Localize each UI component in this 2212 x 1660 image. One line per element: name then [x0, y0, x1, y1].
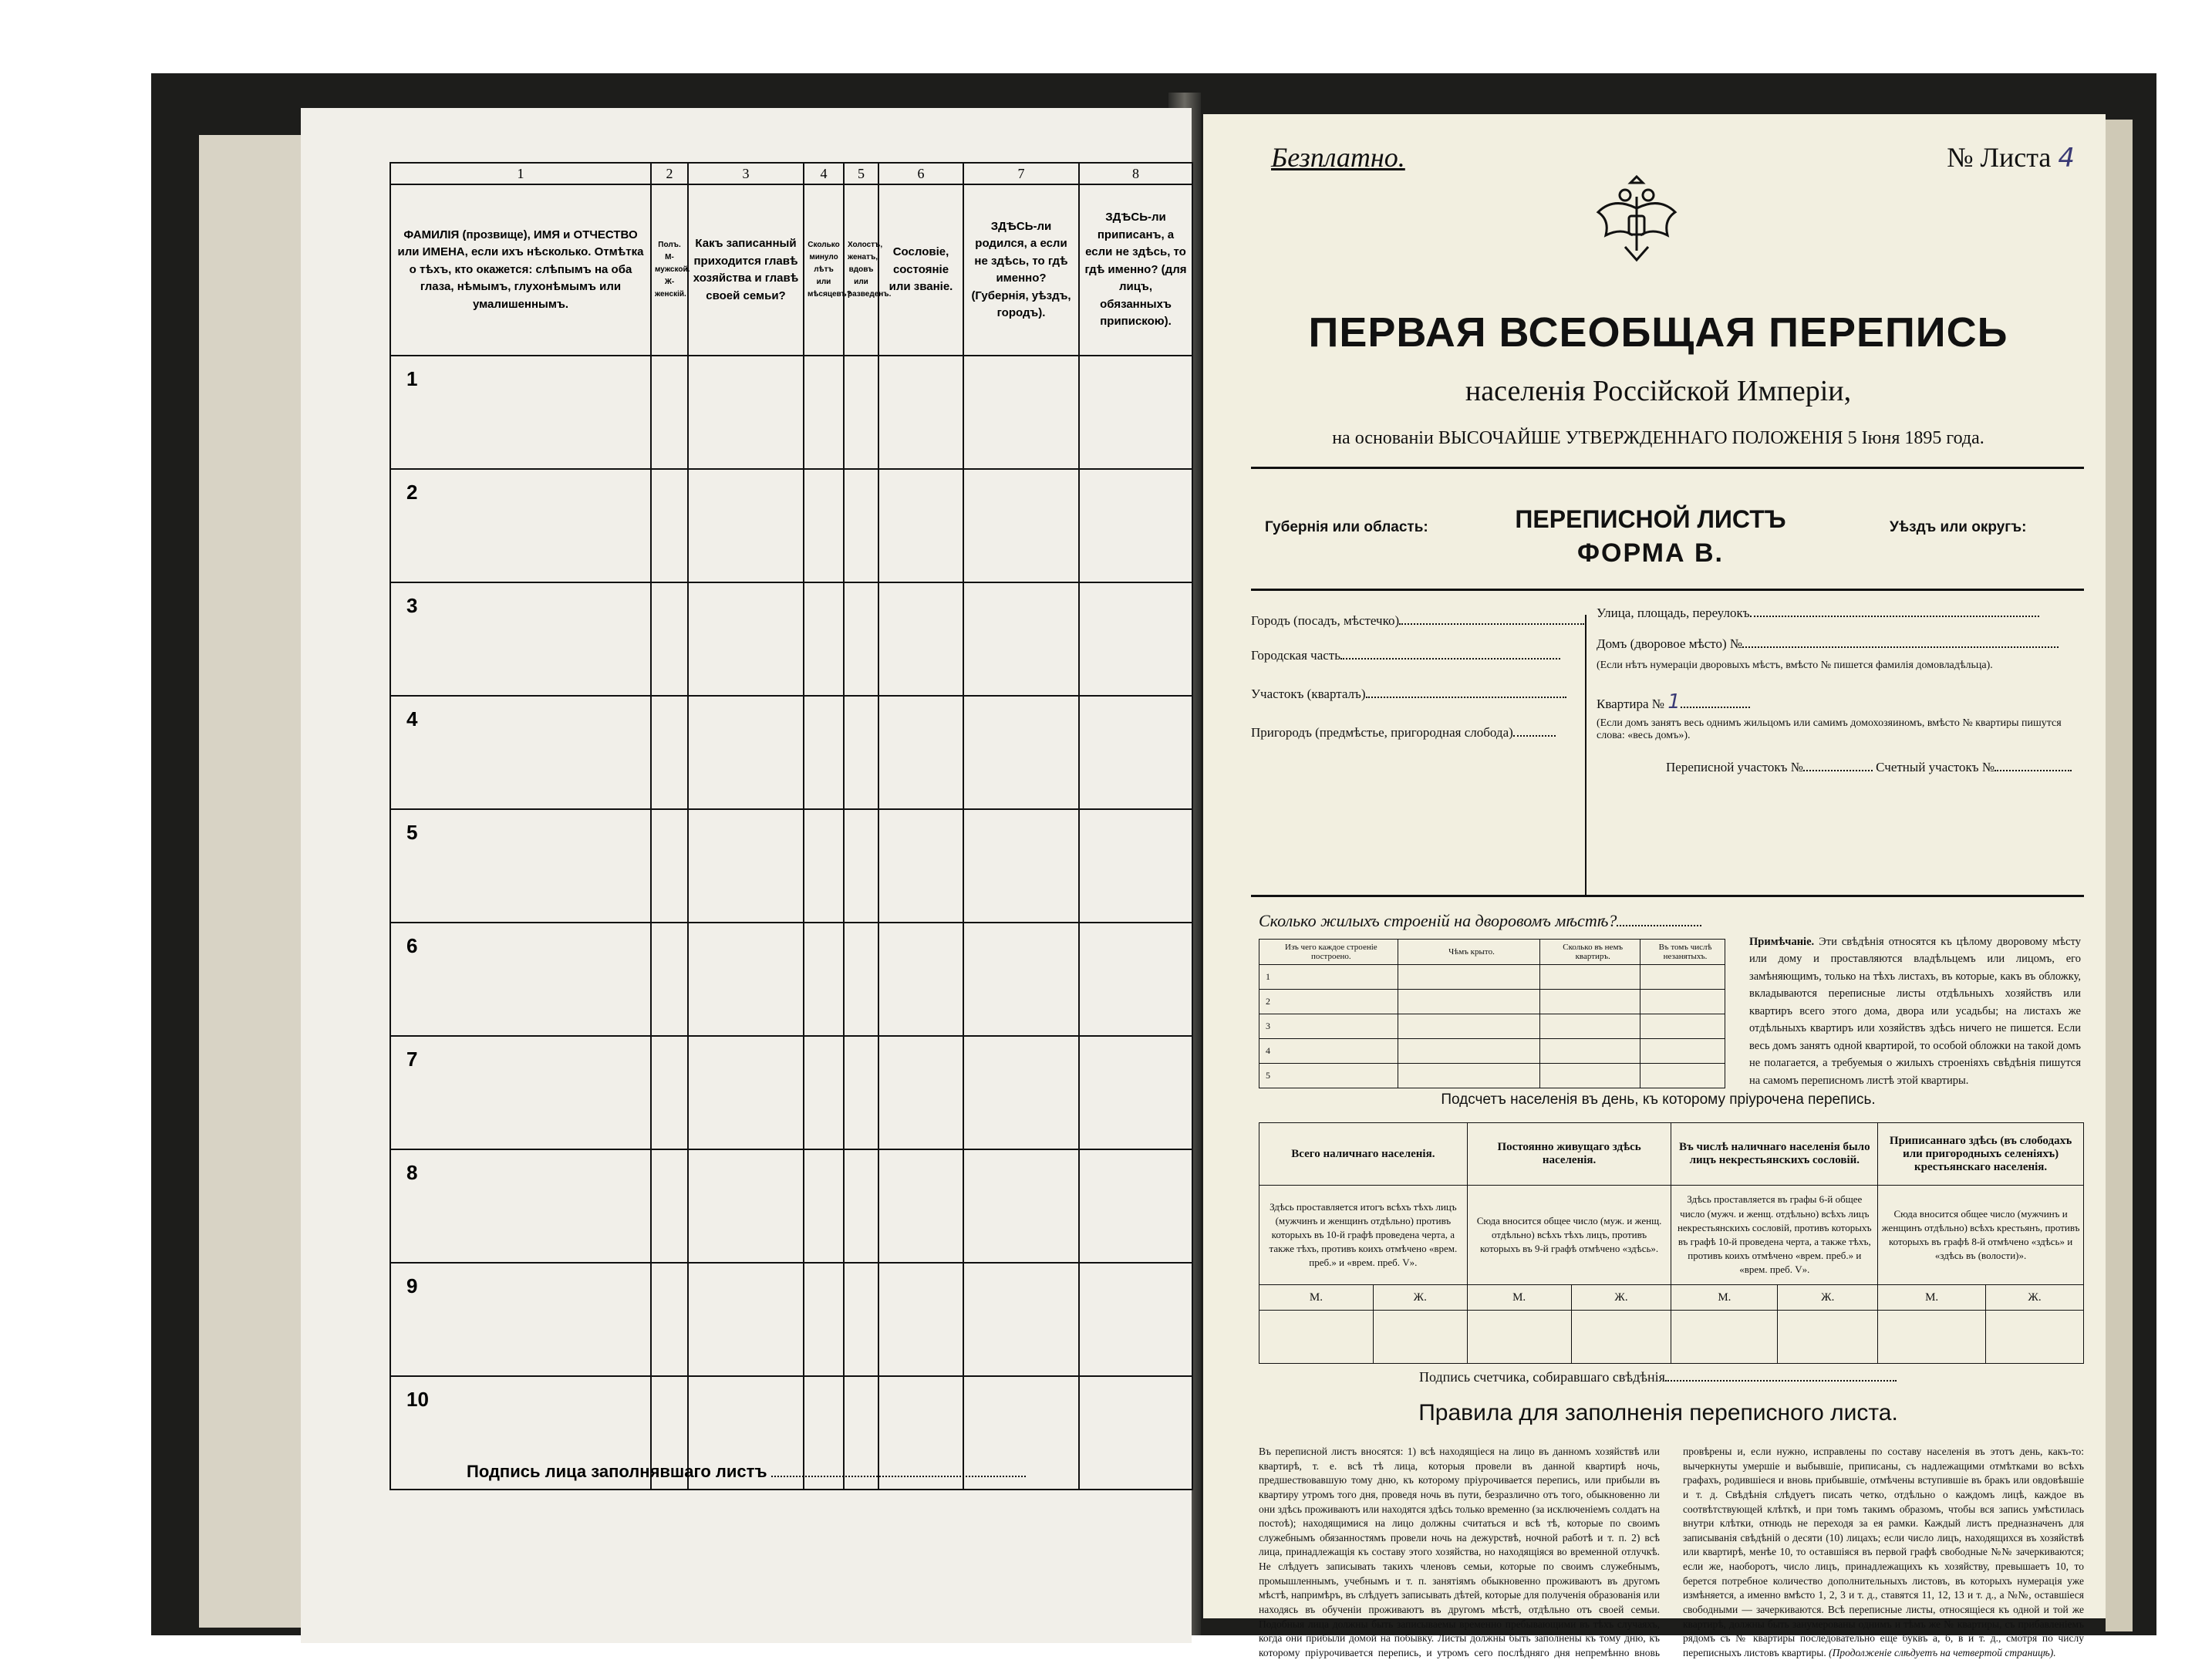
row-number: 5 — [390, 809, 651, 923]
field-census-area: Переписной участокъ № Счетный участокъ № — [1666, 760, 2072, 775]
header-estate: Сословіе, состояніе или званіе. — [878, 184, 963, 356]
field-suburb: Пригородъ (предмѣстье, пригородная слобода) — [1251, 725, 1556, 741]
colnum-5: 5 — [844, 163, 878, 184]
book-edge-left — [199, 135, 303, 1628]
sheet-number-label: № Листа — [1947, 142, 2052, 173]
gubernia-label: Губернія или область: — [1265, 519, 1428, 535]
table-row: 3 — [1259, 1014, 1725, 1039]
rules-heading: Правила для заполненія переписного листа. — [1418, 1400, 1898, 1426]
buildings-table — [1259, 939, 1725, 1088]
header-relation: Какъ записанный приходится главѣ хозяйства и главѣ своей семьи? — [688, 184, 804, 356]
field-apartment: Квартира № 1 — [1597, 690, 1750, 714]
header-age: Сколько минуло лѣтъ или мѣсяцевъ? — [804, 184, 844, 356]
table-row — [390, 1149, 1192, 1263]
row-number: 7 — [390, 1036, 651, 1149]
count-value-row — [1259, 1311, 2084, 1364]
form-title — [1489, 505, 1812, 569]
field-house: Домъ (дворовое мѣсто) № — [1597, 636, 2059, 652]
table-row — [390, 923, 1192, 1036]
form-letter: ФОРМА В. — [1576, 538, 1725, 568]
count-sex-row: М. Ж. М. Ж. М. Ж. М. Ж. — [1259, 1285, 2084, 1311]
double-headed-eagle-icon — [1590, 174, 1683, 266]
table-row — [390, 582, 1192, 696]
free-label: Безплатно. — [1271, 142, 1405, 173]
table-row — [390, 356, 1192, 469]
table-row: 5 — [1259, 1064, 1725, 1088]
apartment-value: 1 — [1667, 690, 1681, 714]
table-row: 1 — [1259, 965, 1725, 990]
colnum-2: 2 — [651, 163, 688, 184]
field-city-part: Городская часть — [1251, 648, 1560, 663]
census-basis: на основаніи ВЫСОЧАЙШЕ УТВЕРЖДЕННАГО ПОЛОЖЕНІЯ 5 Іюня 1895 года. — [1332, 428, 1984, 448]
divider — [1251, 467, 2084, 469]
rules-text: Въ переписной листъ вносятся: 1) всѣ находящіеся на лицо въ данномъ хозяйствѣ или квартирѣ, т. е. всѣ тѣ лица, которыя провели въ данной квартирѣ ночь, предшествовавшую тому дню, къ которому пріурочивается перепись, или прибыли въ квартиру утромъ того дня, проведя ночь въ пути, безразлично отъ того, обыкновенно ли они здѣсь проживаютъ или находятся здѣсь только временно (за исключеніемъ солдатъ на постоѣ); находящимися на лицо должны считаться и всѣ тѣ, которые по своимъ служебнымъ обязанностямъ провели ночь на дежурствѣ, ночной работѣ и т. п. 2) всѣ лица, принадлежащія къ составу этого хозяйства, но находящіяся во временной отлучкѣ. Не слѣдуетъ записывать такихъ членовъ семьи, которые по своимъ служебнымъ, промышленнымъ, учебнымъ и т. п. занятіямъ обыкновенно проживаютъ въ другомъ мѣстѣ, напримѣръ, въ слѣдуетъ записывать дѣтей, которые для полученія образованія или находясь въ обученіи проживаютъ въ другомъ мѣстѣ, отдѣльно отъ своей семьи. Подобныя лица должны быть записываемы временно пребывающими въ тѣхъ случаяхъ, когда они прибыли домой на побывку. Листы должны быть заполнены къ тому дню, къ которому пріурочивается перепись, и утромъ сего послѣдняго дня непремѣнно вновь провѣрены и, если нужно, исправлены по составу населенія въ этотъ день, какъ-то: вычеркнуты умершіе и выбывшіе, приписаны, съ надлежащими отмѣтками во всѣхъ графахъ, родившіеся и вновь прибывшіе, отмѣчены вступившіе въ бракъ или овдовѣвшіе и т. д. Свѣдѣнія слѣдуетъ писать четко, отдѣльно о каждомъ лицѣ, каждое въ соотвѣтствующей клѣткѣ, и при томъ такимъ образомъ, чтобы вся запись умѣстилась внутри клѣтки, отнюдь не переходя за ея рамки. Каждый листъ предназначенъ для записыванія свѣдѣній о десяти (10) лицахъ; если число лицъ, находящихся въ хозяйствѣ или квартирѣ, менѣе 10, то оставшіяся въ первой графѣ свободные №№ зачеркиваются; если же, наоборотъ, число лицъ, принадлежащихъ къ хозяйству, превышаетъ 10, то берется потребное количество дополнительныхъ листовъ, въ которыхъ нумерація уже измѣняется, а именно вмѣсто 1, 2, 3 и т. д., ставятся 11, 12, 13 и т. д., а №№, оставшіеся свободными — зачеркиваются. Всѣ переписные листы, относящіеся къ одной и той же квартирѣ, должны быть занумерованы однимъ и тѣмъ же № квартиры, съ прибавленіемъ рядомъ съ № квартиры последовательно еще буквъ а, б, в и т. д., смотря по числу переписныхъ листовъ квартиры. (Продолженіе слѣдуетъ на четвертой страницѣ). — [1259, 1446, 2084, 1658]
sheet-number — [1947, 141, 2075, 174]
table-row: 2 — [1259, 990, 1725, 1014]
house-note: (Если нѣтъ нумераціи дворовыхъ мѣстъ, вмѣсто № пишется фамилія домовладѣльца). — [1597, 660, 1993, 671]
filler-signature-line — [771, 1476, 1026, 1477]
filler-signature-label: Подпись лица заполнявшаго листъ — [467, 1462, 767, 1481]
census-table-page — [389, 162, 1192, 1550]
row-number: 1 — [390, 356, 651, 469]
table-row — [390, 809, 1192, 923]
field-separator — [1585, 615, 1587, 896]
sheet-number-value: 4 — [2058, 143, 2075, 174]
divider — [1251, 895, 2084, 897]
column-header-row — [390, 184, 1192, 356]
header-name: ФАМИЛІЯ (прозвище), ИМЯ и ОТЧЕСТВО или ИМЕНА, если ихъ нѣсколько. Отмѣтка о тѣхъ, кто окажется: слѣпымъ на оба глаза, нѣмымъ, глухонѣмымъ или умалишеннымъ. — [390, 184, 651, 356]
table-row — [390, 1036, 1192, 1149]
buildings-header-row: Изъ чего каждое строеніе построено. Чѣмъ крыто. Сколько въ немъ квартиръ. Въ томъ числѣ незанятыхъ. — [1259, 940, 1725, 965]
form-title-text: ПЕРЕПИСНОЙ ЛИСТЪ — [1515, 505, 1786, 533]
field-city: Городъ (посадъ, мѣстечко) — [1251, 613, 1584, 629]
row-number: 2 — [390, 469, 651, 582]
table-row: 4 — [1259, 1039, 1725, 1064]
count-header-row: Всего наличнаго населенія. Постоянно живущаго здѣсь населенія. Въ числѣ наличнаго населенія было лицъ некрестьянскихъ сословій. Приписаннаго здѣсь (въ слободахъ или пригородныхъ селеніяхъ) крестьянскаго населенія. — [1259, 1123, 2084, 1186]
census-subtitle: населенія Россійской Имперіи, — [1465, 375, 1852, 407]
row-number: 10 — [390, 1376, 651, 1490]
apartment-note: (Если домъ занятъ весь однимъ жильцомъ или самимъ домохозяиномъ, вмѣсто № квартиры пишутся слова: «весь домъ»). — [1597, 717, 2062, 741]
divider — [1251, 589, 2084, 591]
row-number: 6 — [390, 923, 651, 1036]
row-number: 4 — [390, 696, 651, 809]
colnum-7: 7 — [963, 163, 1079, 184]
colnum-6: 6 — [878, 163, 963, 184]
filler-signature — [467, 1462, 1026, 1482]
row-number: 3 — [390, 582, 651, 696]
header-registration: ЗДѢСЬ-ли приписанъ, а если не здѣсь, то гдѣ именно? (для лицъ, обязанныхъ припискою). — [1079, 184, 1192, 356]
row-number: 8 — [390, 1149, 651, 1263]
count-heading: Подсчетъ населенія въ день, къ которому пріурочена перепись. — [1441, 1091, 1876, 1108]
counter-signature: Подпись счетчика, собиравшаго свѣдѣнія — [1419, 1369, 1897, 1385]
column-number-row — [390, 163, 1192, 184]
table-row — [390, 469, 1192, 582]
population-count-table — [1259, 1122, 2084, 1364]
census-person-table — [389, 162, 1193, 1490]
colnum-8: 8 — [1079, 163, 1192, 184]
field-district: Участокъ (кварталъ) — [1251, 687, 1566, 702]
field-street: Улица, площадь, переулокъ — [1597, 606, 2039, 621]
table-row — [390, 696, 1192, 809]
buildings-note: Примѣчаніе. Эти свѣдѣнія относятся къ цѣлому дворовому мѣсту или дому и проставляются владѣльцемъ или лицомъ, его замѣняющимъ, только на тѣхъ листахъ, въ которые, какъ въ обложку, вкладываются переписные листы отдѣльныхъ хозяйствъ или квартиръ всего этого дома, двора или усадьбы; на листахъ же отдѣльныхъ квартиръ или хозяйствъ здѣсь ничего не пишется. Если весь домъ занятъ одной квартирой, то особой обложки на такой домъ не полагается, а требуемыя о жилыхъ строеніяхъ свѣдѣнія пишутся на самомъ переписномъ листѣ этой квартиры. — [1749, 936, 2081, 1087]
colnum-1: 1 — [390, 163, 651, 184]
uezd-label: Уѣздъ или округъ: — [1890, 519, 2027, 535]
book-edge-right — [2106, 120, 2133, 1631]
header-birthplace: ЗДѢСЬ-ли родился, а если не здѣсь, то гдѣ именно? (Губернія, уѣздъ, городъ). — [963, 184, 1079, 356]
header-marital: Холостъ, женатъ, вдовъ или разведенъ. — [844, 184, 878, 356]
colnum-3: 3 — [688, 163, 804, 184]
buildings-question: Сколько жилыхъ строеній на дворовомъ мѣстѣ? — [1259, 911, 1701, 931]
row-number: 9 — [390, 1263, 651, 1376]
census-title: ПЕРВАЯ ВСЕОБЩАЯ ПЕРЕПИСЬ — [1308, 309, 2008, 356]
rules-continued: (Продолженіе слѣдуетъ на четвертой страницѣ). — [1829, 1646, 2056, 1658]
colnum-4: 4 — [804, 163, 844, 184]
table-row — [390, 1263, 1192, 1376]
header-sex: Полъ. М-мужской. Ж-женскій. — [651, 184, 688, 356]
count-description-row: Здѣсь проставляется итогъ всѣхъ тѣхъ лицъ (мужчинъ и женщинъ отдѣльно) противъ которыхъ въ 10-й графѣ проведена черта, а также тѣхъ, противъ коихъ отмѣчено «врем. преб.» и «врем. преб. V». Сюда вносится общее число (муж. и женщ. отдѣльно) всѣхъ тѣхъ лицъ, противъ которыхъ въ 9-й графѣ отмѣчено «здѣсь». Здѣсь проставляется въ графы 6-й общее число (мужч. и женщ. отдѣльно) всѣхъ лицъ некрестьянскихъ сословій, противъ которыхъ въ графѣ 10-й проведена черта, а также тѣхъ, противъ коихъ отмѣчено «врем. преб.» и «врем. преб. V». Сюда вносится общее число (мужчинъ и женщинъ отдѣльно) всѣхъ крестьянъ, противъ которыхъ въ графѣ 8-й отмѣчено «здѣсь» и «здѣсь въ (волости)». — [1259, 1186, 2084, 1285]
